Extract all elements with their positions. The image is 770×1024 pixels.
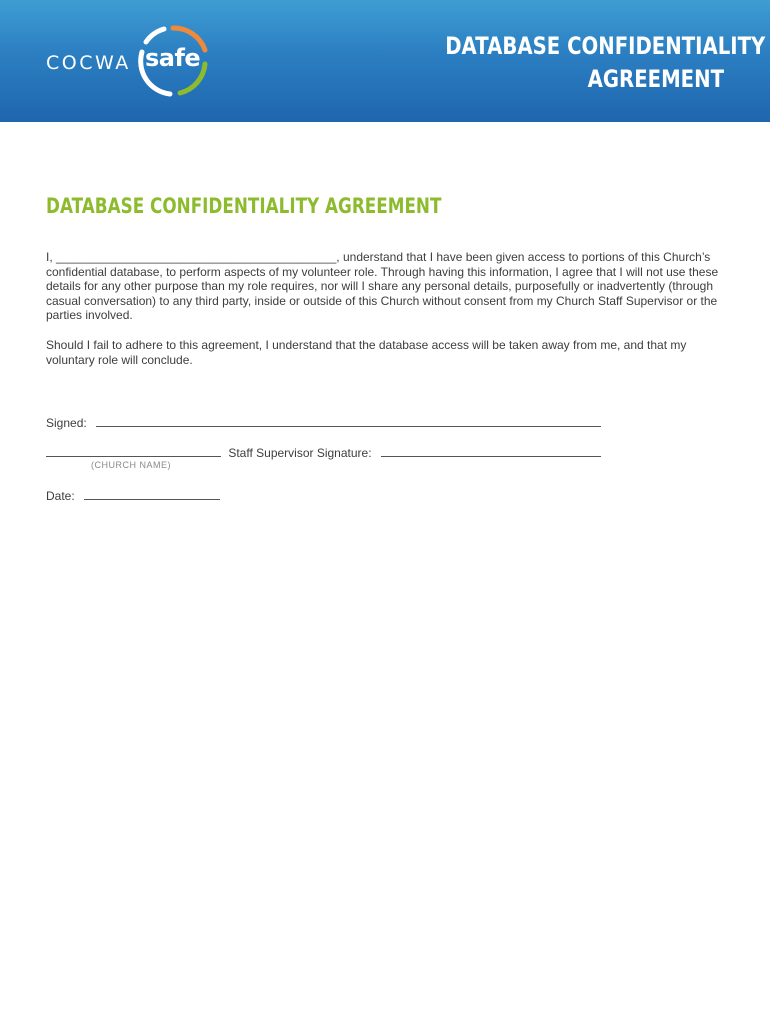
church-name-line[interactable]: [46, 447, 221, 457]
header-title-line1: DATABASE CONFIDENTIALITY: [445, 32, 766, 60]
date-label: Date:: [46, 489, 75, 503]
date-line[interactable]: [84, 490, 220, 500]
signed-row: [46, 416, 601, 430]
header-title-line2: AGREEMENT: [587, 65, 724, 93]
date-row: [46, 489, 220, 503]
agreement-paragraph-2: Should I fail to adhere to this agreement, I understand that the database access will be taken away from me, and that my voluntary role will conclude.: [46, 338, 687, 367]
logo-wordmark: COCWA: [46, 52, 131, 74]
signed-line[interactable]: [96, 417, 601, 427]
document-title: DATABASE CONFIDENTIALITY AGREEMENT: [46, 194, 442, 218]
page-header: [0, 0, 770, 122]
church-name-caption: (CHURCH NAME): [91, 460, 171, 470]
church-supervisor-row: [46, 446, 601, 460]
agreement-paragraph-1: I, __________________________________________, understand that I have been given access to portions of this Church’s confidential database, to perform aspects of my volunteer role. Through having this information, I agree that I will not use these details for any other purpose than my role requires, nor will I share any personal details, purposefully or inadvertently (through casual conversation) to any third party, inside or outside of this Church without consent from my Church Staff Supervisor or the parties involved.: [46, 250, 719, 323]
signed-label: Signed:: [46, 416, 87, 430]
supervisor-label: Staff Supervisor Signature:: [228, 446, 372, 460]
cocwa-safe-logo: [46, 24, 226, 98]
supervisor-signature-line[interactable]: [381, 447, 601, 457]
logo-badge-text: safe: [145, 44, 201, 72]
header-title: [445, 30, 766, 96]
